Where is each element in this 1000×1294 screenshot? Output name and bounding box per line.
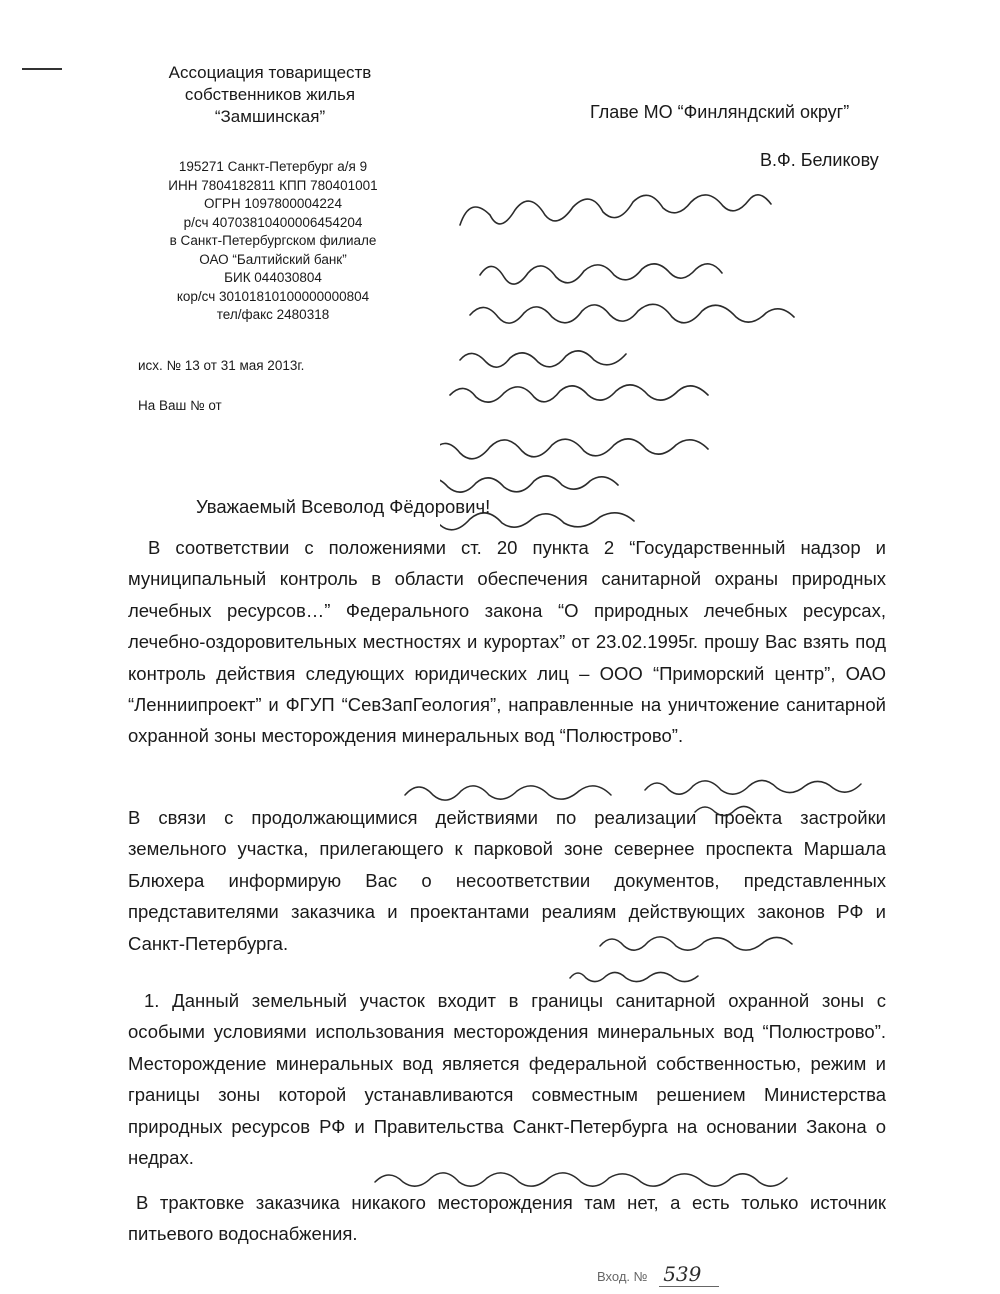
org-line: Ассоциация товариществ <box>168 63 372 82</box>
org-line: собственников жилья <box>184 85 356 104</box>
outgoing-number: исх. № 13 от 31 мая 2013г. <box>138 358 305 373</box>
reply-reference: На Ваш № от <box>138 398 222 413</box>
sender-organization <box>120 62 420 128</box>
requisite-line: кор/сч 30101810100000000804 <box>176 288 370 304</box>
requisite-line: тел/факс 2480318 <box>216 307 330 322</box>
requisite-line: р/сч 40703810400006454204 <box>183 214 363 230</box>
handwritten-note <box>365 1160 955 1200</box>
org-line: “Замшинская” <box>214 107 326 126</box>
margin-mark <box>22 68 62 70</box>
requisite-line: 195271 Санкт-Петербург а/я 9 <box>178 159 368 174</box>
addressee-name: В.Ф. Беликову <box>760 150 879 170</box>
stamp-number: 539 <box>659 1262 719 1287</box>
requisite-line: ОАО “Балтийский банк” <box>199 251 347 267</box>
sender-requisites <box>128 158 418 325</box>
body-paragraph: В связи с продолжающимися действиями по реализации проекта застройки земельного участка, прилегающего к парковой зоне севернее проспекта Маршала Блюхера информирую Вас о несоответствии документов, представленных представителями заказчика и проектантами реалиям действующих законов РФ и Санкт-Петербурга. <box>128 807 886 954</box>
body-paragraph: 1. Данный земельный участок входит в границы санитарной охранной зоны с особыми условиями использования месторождения минеральных вод “Полюстрово”. Месторождение минеральных вод является федеральной собственностью, режим и границы зоны которой устанавливаются совместным решением Министерства природных ресурсов РФ и Правительства Санкт-Петербурга на основании Закона о недрах. <box>128 990 886 1169</box>
handwritten-note <box>560 918 900 988</box>
requisite-line: ИНН 7804182811 КПП 780401001 <box>168 177 378 193</box>
greeting: Уважаемый Всеволод Фёдорович! <box>196 496 491 517</box>
requisite-line: ОГРН 1097800004224 <box>204 196 342 211</box>
body-paragraph: В соответствии с положениями ст. 20 пункта 2 “Государственный надзор и муниципальный контроль в области обеспечения санитарной охраны природных лечебных ресурсов…” Федерального закона “О природных лечебных ресурсах, лечебно-оздоровительных местностях и курортах” от 23.02.1995г. прошу Вас взять под контроль действия следующих юридических лиц – ООО “Приморский центр”, ОАО “Ленниипроект” и ФГУП “СевЗапГеология”, направленные на уничтожение санитарной охранной зоны месторождения минеральных вод “Полюстрово”. <box>128 537 886 747</box>
handwritten-note <box>395 760 955 820</box>
requisite-line: БИК 044030804 <box>224 270 322 285</box>
handwritten-resolution <box>440 185 960 535</box>
addressee-title: Главе МО “Финляндский округ” <box>590 102 850 122</box>
stamp-label: Вход. № <box>597 1269 648 1284</box>
body-paragraph: В трактовке заказчика никакого месторождения там нет, а есть только источник питьевого водоснабжения. <box>128 1192 886 1245</box>
requisite-line: в Санкт-Петербургском филиале <box>169 233 377 248</box>
incoming-stamp <box>597 1262 719 1286</box>
